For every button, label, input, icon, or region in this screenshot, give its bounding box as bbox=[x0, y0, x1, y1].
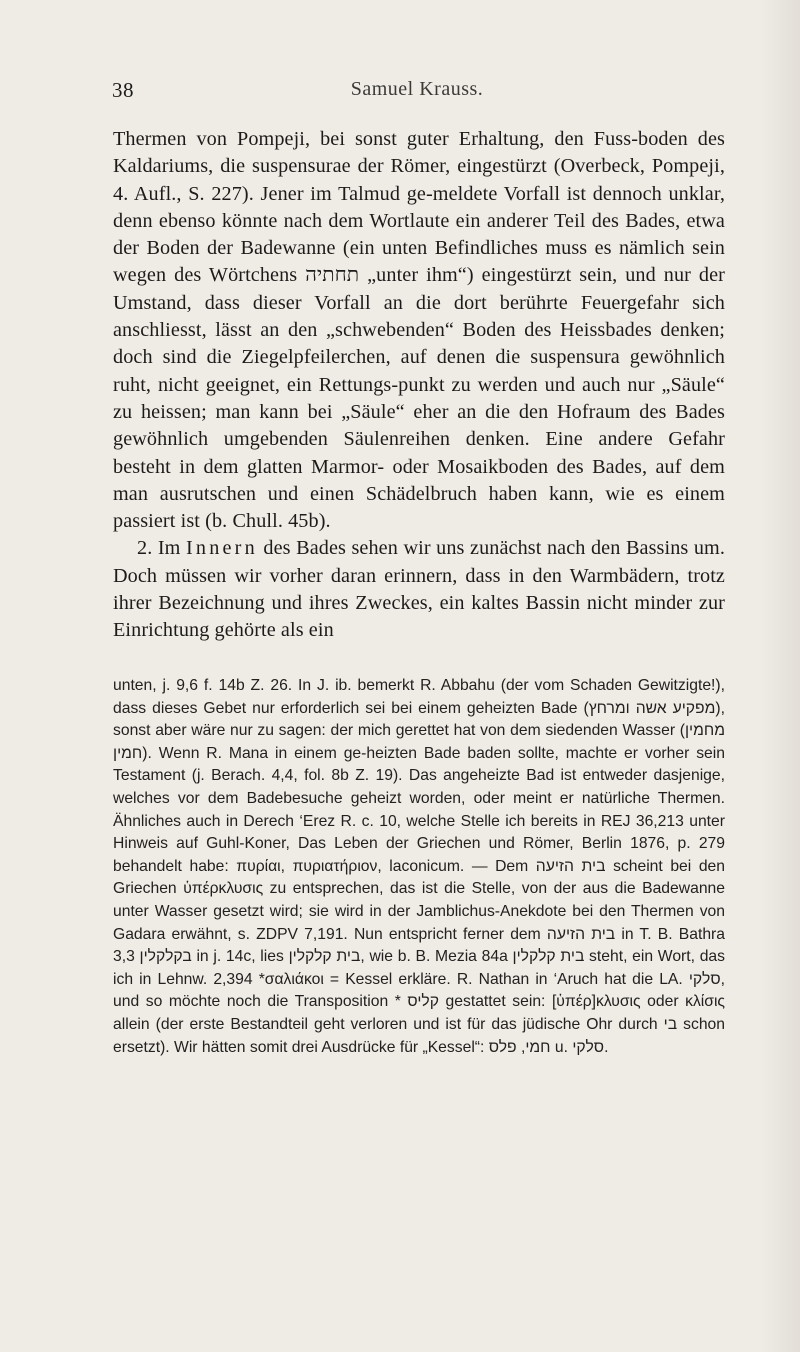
main-text bbox=[113, 126, 725, 645]
paragraph-2-spaced-word: Innern bbox=[186, 537, 258, 560]
page-number: 38 bbox=[112, 78, 134, 102]
footnote-text: unten, j. 9,6 f. 14b Z. 26. In J. ib. bemerkt R. Abbahu (der vom Schaden Gewitzigte!), dass dieses Gebet nur erforderlich sei bei einem geheizten Bade (מפקיע אשה ומרחץ), sonst aber wäre nur zu sagen: der mich gerettet hat von dem siedenden Wasser (מחמין חמין). Wenn R. Mana in einem ge-heizten Bade baden sollte, machte er vorher sein Testament (j. Berach. 4,4, fol. 8b Z. 19). Das angeheizte Bad ist entweder dasjenige, welches vor dem Badebesuche geheizt worden, oder meint er natürliche Thermen. Ähnliches auch in Derech ‘Erez R. c. 10, welche Stelle ich bereits in REJ 36,213 unter Hinweis auf Guhl-Koner, Das Leben der Griechen und Römer, Berlin 1876, p. 279 behandelt habe: πυρίαι, πυριατήριον, laconicum. — Dem בית הזיעה scheint bei den Griechen ὑπέρκλυσις zu entsprechen, das ist die Stelle, von der aus die Badewanne unter Wasser gesetzt wird; sie wird in der Jamblichus-Anekdote bei den Thermen von Gadara erwähnt, s. ZDPV 7,191. Nun entspricht ferner dem בית הזיעה in T. B. Bathra 3,3 בקלקלין in j. 14c, lies בית קלקלין, wie b. B. Mezia 84a בית קלקלין steht, ein Wort, das ich in Lehnw. 2,394 *σαλιάκοι = Kessel erkläre. R. Nathan in ‘Aruch hat die LA. סלקי, und so möchte noch die Transposition * קליס gestattet sein: [ὑπέρ]κλυσις oder κλίσις allein (der erste Bestandteil geht verloren und ist für das jüdische Ohr durch בי schon ersetzt). Wir hätten somit drei Ausdrücke für „Kessel“: חמי, פלס u. סלקי. bbox=[113, 677, 726, 1056]
paragraph-2-rest: des Bades sehen wir uns zunächst nach den Bassins um. Doch müssen wir vorher daran erinnern, dass in den Warmbädern, trotz ihrer Bezeichnung und ihres Zweckes, ein kaltes Bassin nicht minder zur Einrichtung gehörte als ein bbox=[113, 537, 726, 642]
running-head: Samuel Krauss. bbox=[350, 78, 484, 100]
footnotes bbox=[113, 675, 725, 1059]
paragraph-1: Thermen von Pompeji, bei sonst guter Erhaltung, den Fuss-boden des Kaldariums, die suspensurae der Römer, eingestürzt (Overbeck, Pompeji, 4. Aufl., S. 227). Jener im Talmud ge-meldete Vorfall ist dennoch unklar, denn ebenso könnte nach dem Wortlaute ein anderer Teil des Bades, etwa der Boden der Badewanne (ein unten Befindliches muss es nämlich sein wegen des Wörtchens תחתיה „unter ihm“) eingestürzt sein, und nur der Umstand, dass dieser Vorfall an die dort berührte Feuergefahr sich anschliesst, lässt an den „schwebenden“ Boden des Heissbades denken; doch sind die Ziegelpfeilerchen, auf denen die suspensura gewöhnlich ruht, nicht geeignet, ein Rettungs-punkt zu werden und auch nur „Säule“ zu heissen; man kann bei „Säule“ eher an die den Hofraum des Bades gewöhnlich umgebenden Säulenreihen denken. Eine andere Gefahr besteht in dem glatten Marmor- oder Mosaikboden des Bades, auf dem man ausrutschen und einen Schädelbruch haben kann, wie es einem passiert ist (b. Chull. 45b). bbox=[113, 128, 725, 533]
paragraph-2-lead: 2. Im bbox=[137, 537, 186, 560]
page-header bbox=[112, 78, 722, 118]
scan-edge-shadow bbox=[760, 0, 800, 1352]
paragraph-2 bbox=[113, 535, 725, 644]
